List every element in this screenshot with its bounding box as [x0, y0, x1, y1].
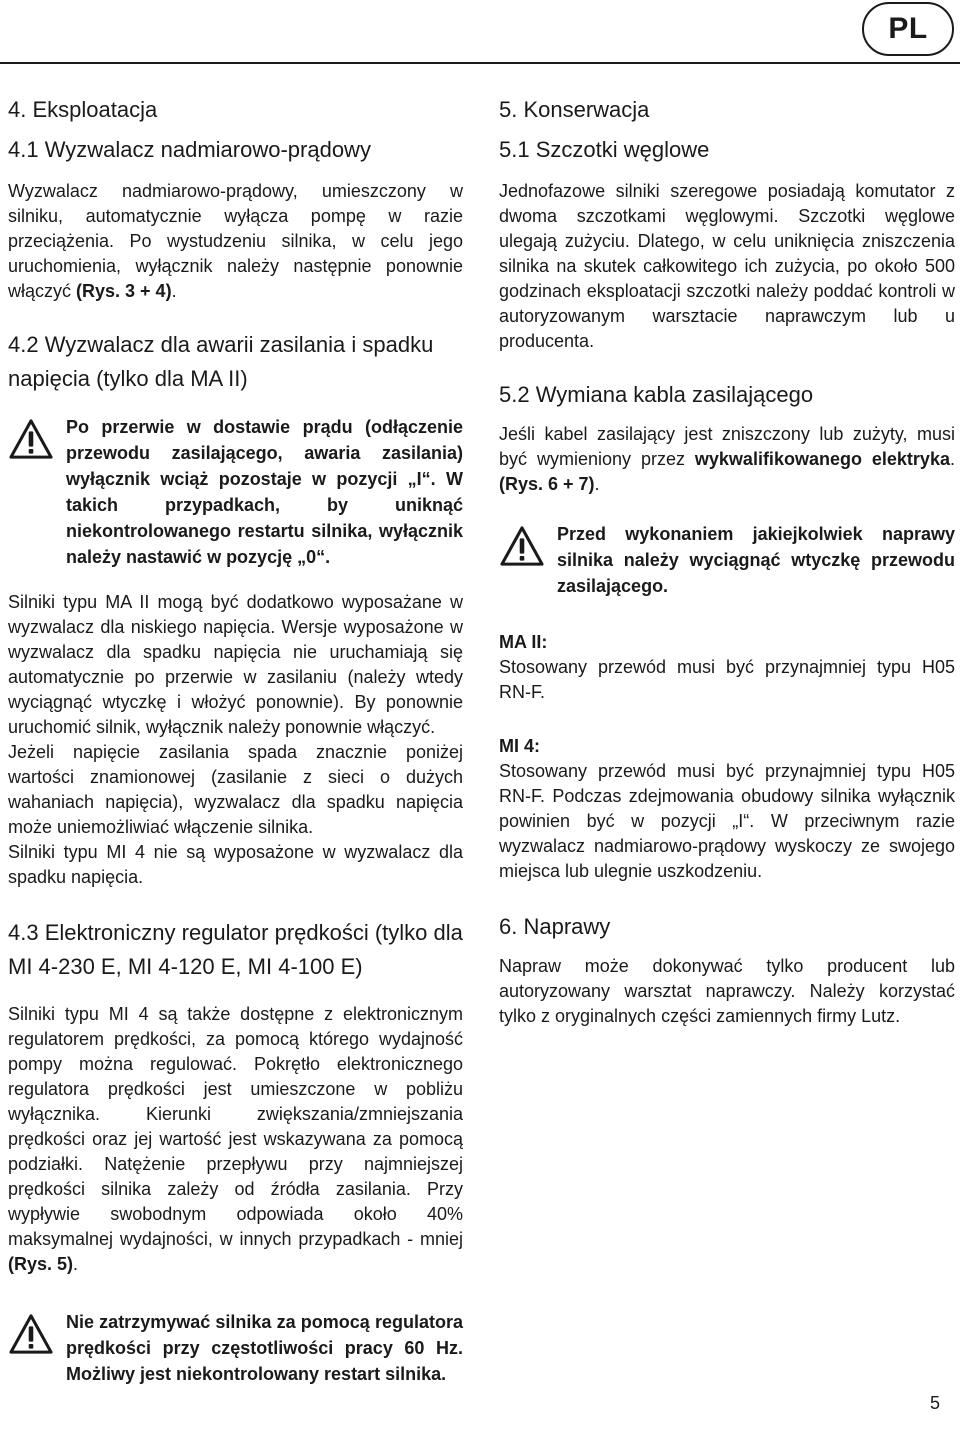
page-number: 5 — [930, 1393, 941, 1413]
section-6-paragraph: Napraw może dokonywać tylko producent lub autoryzowany warsztat naprawczy. Należy korzystać tylko z oryginalnych części zamiennych firmy Lutz. — [499, 956, 955, 1026]
warning-note-power-failure: Po przerwie w dostawie prądu (odłączenie przewodu zasilającego, awaria zasilania) wyłącznik wciąż pozostaje w pozycji „I“. W takich przypadkach, by uniknąć niekontrolowanego restartu silnika, wyłącznik należy nastawić w pozycję „0“. — [8, 414, 463, 570]
section-5-2-paragraph: Jeśli kabel zasilający jest zniszczony lub zużyty, musi być wymieniony przez wykwalifikowanego elektryka. (Rys. 6 + 7). — [499, 424, 955, 494]
section-4-2-paragraph-3: Silniki typu MI 4 nie są wyposażone w wyzwalacz dla spadku napięcia. — [8, 842, 463, 887]
section-5-1-title: 5.1 Szczotki węglowe — [499, 137, 710, 162]
ma-ii-label: MA II: — [499, 632, 548, 652]
section-5-1-paragraph: Jednofazowe silniki szeregowe posiadają komutator z dwoma szczotkami węglowymi. Szczotki węglowe ulegają zużyciu. Dlatego, w celu uniknięcia zniszczenia silnika na skutek całkowitego ich zużycia, po około 500 godzinach eksploatacji szczotki należy poddać kontroli w autoryzowanym warsztacie naprawczym lub u producenta. — [499, 181, 955, 351]
section-4-2-title: 4.2 Wyzwalacz dla awarii zasilania i spadku napięcia (tylko dla MA II) — [8, 332, 434, 391]
mi-4-paragraph: Stosowany przewód musi być przynajmniej typu H05 RN-F. Podczas zdejmowania obudowy silnika wyłącznik powinien być w pozycji „I“. W przeciwnym razie wyzwalacz nadmiarowo-prądowy wyskoczy ze swojego miejsca lub ulegnie uszkodzeniu. — [499, 761, 955, 881]
section-4-3-paragraph: Silniki typu MI 4 są także dostępne z elektronicznym regulatorem prędkości, za pomocą którego wydajność pompy można regulować. Pokrętło elektronicznego regulatora prędkości jest umieszczone w pobliżu wyłącznika. Kierunki zwiększania/zmniejszania prędkości oraz jej wartość jest wskazywana za pomocą podziałki. Natężenie przepływu przy najmniejszej prędkości silnika zależy od źródła zasilania. Przy wypływie swobodnym odpowiada około 40% maksymalnej wydajności, w innych przypadkach - mniej (Rys. 5). — [8, 1004, 463, 1274]
right-column — [499, 93, 955, 1029]
section-4-1-title: 4.1 Wyzwalacz nadmiarowo-prądowy — [8, 137, 371, 162]
section-5-2-title: 5.2 Wymiana kabla zasilającego — [499, 382, 814, 407]
section-4-1-paragraph: Wyzwalacz nadmiarowo-prądowy, umieszczony w silniku, automatycznie wyłącza pompę w razie przeciążenia. Po wystudzeniu silnika, w celu jego uruchomienia, wyłącznik należy następnie ponownie włączyć (Rys. 3 + 4). — [8, 181, 463, 301]
warning-note-unplug: Przed wykonaniem jakiejkolwiek naprawy silnika należy wyciągnąć wtyczkę przewodu zasilającego. — [499, 521, 955, 599]
left-column — [8, 93, 463, 1387]
warning-triangle-icon — [8, 1309, 66, 1360]
warning-triangle-icon — [8, 414, 66, 465]
section-4-2-paragraph-2: Jeżeli napięcie zasilania spada znacznie poniżej wartości znamionowej (zasilanie z sieci o dużych wahaniach napięcia), wyzwalacz dla spadku napięcia może uniemożliwiać włączenie silnika. — [8, 742, 463, 837]
section-4-title: 4. Eksploatacja — [8, 97, 158, 122]
section-6-title: 6. Naprawy — [499, 914, 611, 939]
warning-note-speed-regulator: Nie zatrzymywać silnika za pomocą regulatora prędkości przy częstotliwości pracy 60 Hz. Możliwy jest niekontrolowany restart silnika. — [8, 1309, 463, 1387]
language-badge: PL — [862, 2, 954, 56]
ma-ii-paragraph: Stosowany przewód musi być przynajmniej typu H05 RN-F. — [499, 657, 955, 702]
section-5-title: 5. Konserwacja — [499, 97, 650, 122]
mi-4-label: MI 4: — [499, 736, 541, 756]
section-4-3-title: 4.3 Elektroniczny regulator prędkości (tylko dla MI 4-230 E, MI 4-120 E, MI 4-100 E) — [8, 920, 463, 979]
warning-triangle-icon — [499, 521, 557, 572]
header-rule — [0, 62, 960, 64]
section-4-2-paragraph-1: Silniki typu MA II mogą być dodatkowo wyposażane w wyzwalacz dla niskiego napięcia. Wersje wyposażone w wyzwalacz dla spadku napięcia nie uruchamiają się automatycznie po przerwie w zasilaniu (należy wtedy wyciągnąć wtyczkę i włożyć ponownie). By ponownie uruchomić silnik, wyłącznik należy ponownie włączyć. — [8, 592, 463, 737]
